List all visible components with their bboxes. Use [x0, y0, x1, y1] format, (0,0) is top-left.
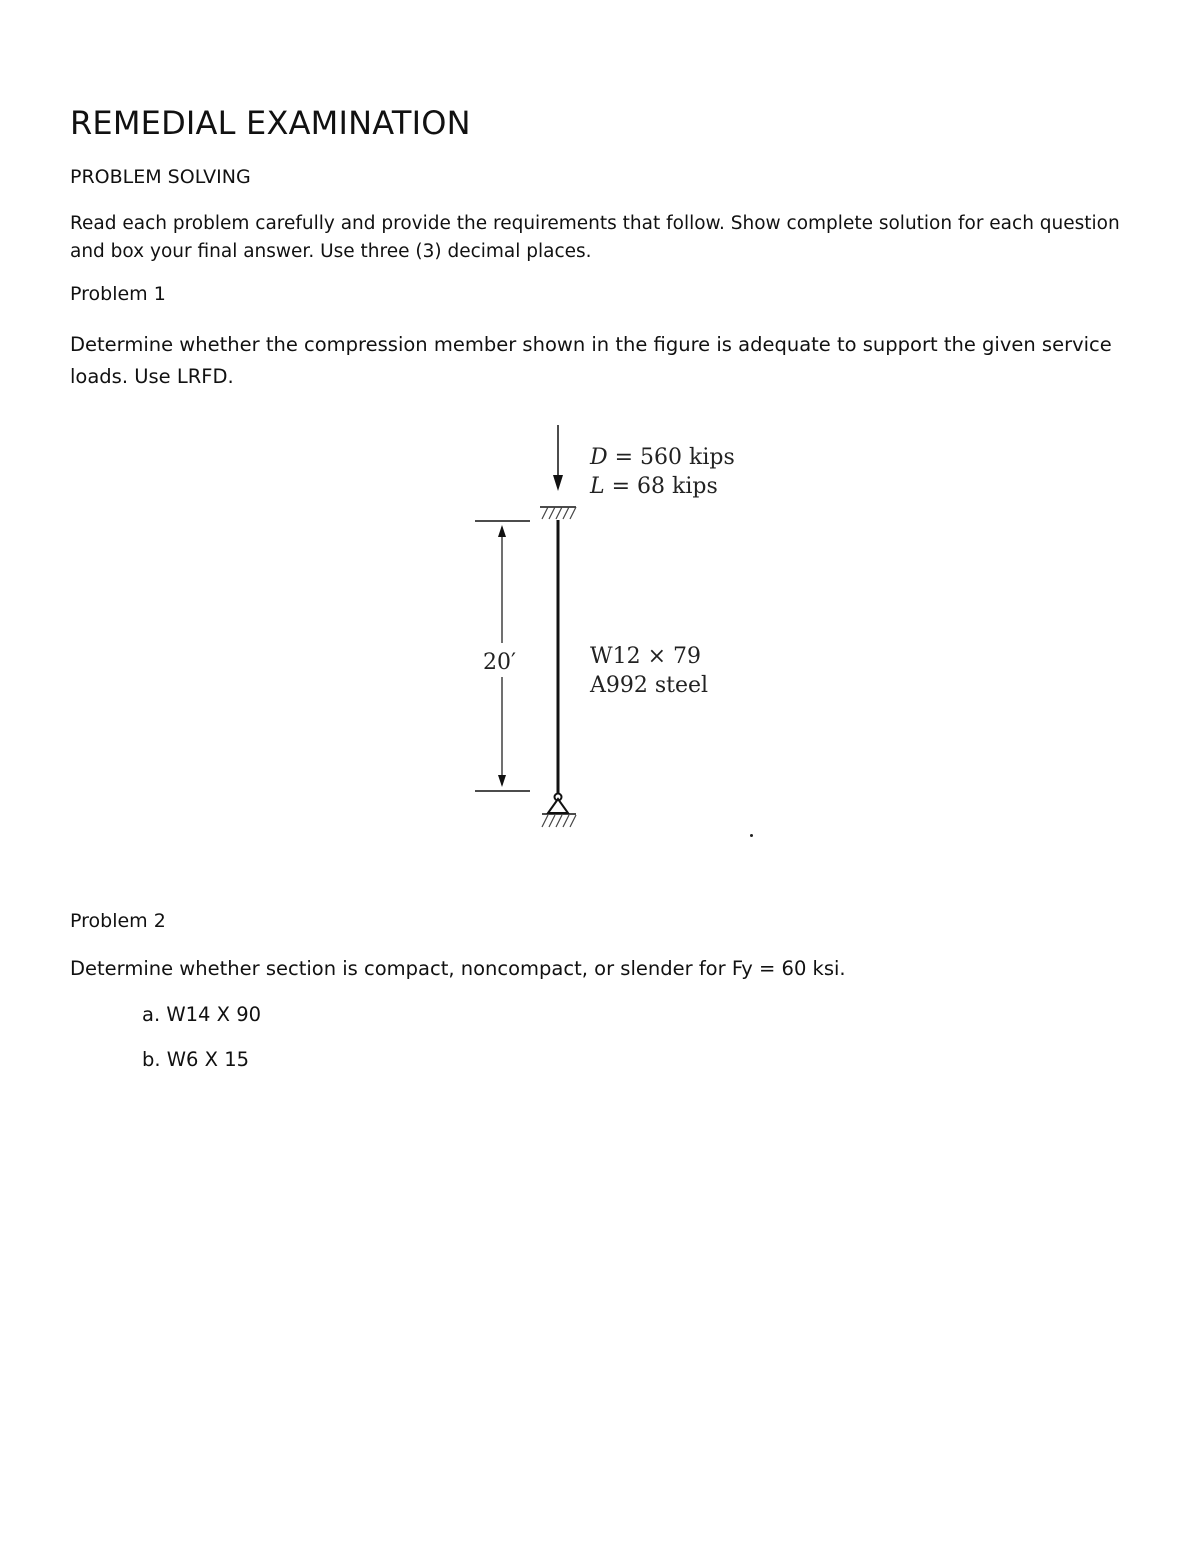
bottom-support-hatch	[542, 815, 576, 827]
problem-2-item-a: a. W14 X 90	[142, 1003, 262, 1026]
load-arrow-head	[553, 475, 563, 491]
problem-1-description: Determine whether the compression member shown in the figure is adequate to support the given service loads. Use LRFD.	[70, 333, 1112, 388]
section-heading: PROBLEM SOLVING	[70, 166, 251, 188]
instructions-text: Read each problem carefully and provide the requirements that follow. Show complete solution for each question and box your final answer. Use three (3) decimal places.	[70, 213, 1120, 262]
problem-2-heading: Problem 2	[70, 910, 166, 932]
material-label: A992 steel	[590, 673, 709, 698]
problem-2-description: Determine whether section is compact, noncompact, or slender for Fy = 60 ksi.	[70, 957, 846, 980]
stray-dot	[750, 834, 753, 837]
length-label: 20′	[483, 650, 516, 675]
problem-1-heading: Problem 1	[70, 283, 166, 305]
live-load-label: L = 68 kips	[590, 474, 718, 499]
section-label: W12 × 79	[590, 644, 702, 669]
dead-load-label: D = 560 kips	[590, 445, 735, 470]
top-support-hatch	[542, 507, 576, 519]
pin-support	[548, 799, 568, 813]
dimension-arrow-down	[498, 775, 506, 787]
dimension-arrow-up	[498, 525, 506, 537]
problem-2-item-b: b. W6 X 15	[142, 1048, 250, 1071]
column-figure	[460, 415, 760, 845]
document-title: REMEDIAL EXAMINATION	[70, 104, 471, 142]
column-diagram	[460, 415, 760, 845]
